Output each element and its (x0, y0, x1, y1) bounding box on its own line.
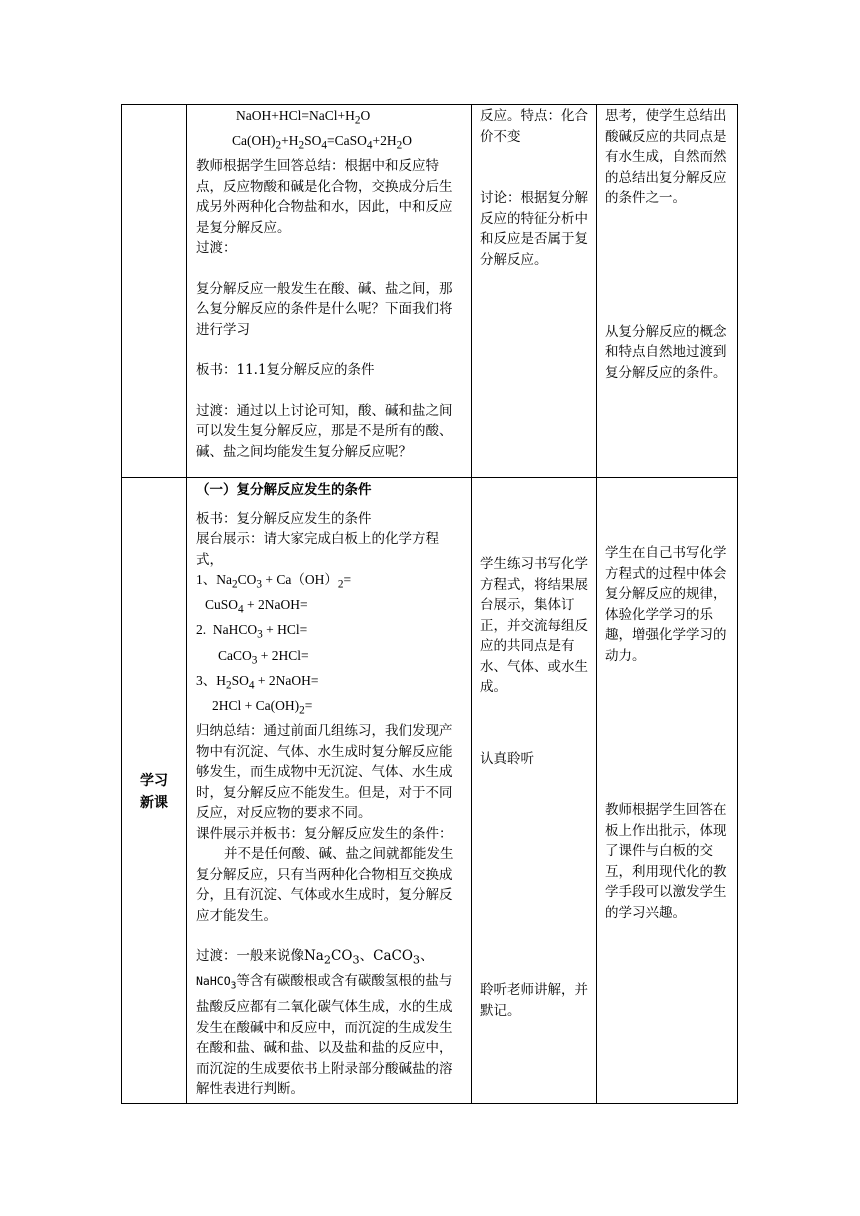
design-intent-2: 从复分解反应的概念和特点自然地过渡到复分解反应的条件。 (605, 323, 727, 381)
transition-question: 复分解反应一般发生在酸、碱、盐之间，那么复分解反应的条件是什么呢？下面我们将进行学习 (196, 280, 453, 338)
table-left-border (121, 104, 122, 1104)
teacher-summary: 教师根据学生回答总结：根据中和反应特点，反应物酸和碱是化合物，交换成分后生成另外两种化合物盐和水，因此，中和反应是复分解反应。 (196, 158, 453, 236)
transition-paragraph: 过渡：通过以上讨论可知，酸、碱和盐之间可以发生复分解反应，那是不是所有的酸、碱、盐之间均能发生复分解反应呢？ (196, 402, 453, 460)
row2-intent-cell (605, 480, 731, 923)
student-activity-discussion: 讨论：根据复分解反应的特征分析中和反应是否属于复分解反应。 (480, 190, 588, 268)
row-divider (121, 477, 738, 478)
student-activity-feature: 反应。特点：化合价不变 (480, 108, 588, 145)
row1-content-cell (196, 106, 464, 462)
equation-5: 3、$H_2SO_4$ + 2NaOH= (196, 672, 319, 692)
table-right-border (737, 104, 738, 1104)
table-top-border (121, 104, 738, 105)
board-note: 板书：复分解反应发生的条件 (196, 510, 372, 527)
equation-4: CaCO$_3$ + 2HCl= (218, 647, 309, 667)
equation-3: 2. NaHCO$_3$ + HCl= (196, 622, 308, 642)
row1-student-cell (480, 106, 590, 270)
stage-label-learning-new-lesson: 学习新课 (140, 773, 168, 811)
row2-content-cell (196, 480, 464, 1100)
design-intent-interaction: 教师根据学生回答在板上作出批示，体现了课件与白板的交互，利用现代化的教学手段可以激发学生的学习兴趣。 (605, 802, 727, 921)
equation-neutralization-2: $Ca(OH)_2+H_2SO_4=CaSO_4+2H_2O$ (232, 133, 413, 152)
table-bottom-border (121, 1103, 738, 1104)
equation-1: 1、$Na_2CO_3 + Ca(OH)_2=$ (196, 572, 352, 591)
design-intent-1: 思考，使学生总结出酸碱反应的共同点是有水生成，自然而然的总结出复分解反应的条件之一。 (605, 108, 727, 206)
induction-summary: 归纳总结：通过前面几组练习，我们发现产物中有沉淀、气体、水生成时复分解反应能够发生，而生成物中无沉淀、气体、水生成时，复分解反应不能发生。但是，对于不同反应，对反应物的要求不同。 (196, 723, 453, 822)
design-intent-practice: 学生在自己书写化学方程式的过程中体会复分解反应的规律，体验化学学习的乐趣，增强化学学习的动力。 (605, 545, 727, 664)
column-divider-2 (471, 104, 472, 1104)
transition-label: 过渡： (196, 240, 237, 257)
equation-neutralization-1: $NaOH+HCl=NaCl+H_2O$ (236, 108, 371, 127)
board-note-title: 板书：11.1复分解反应的条件 (196, 362, 375, 379)
column-divider-3 (596, 104, 597, 1104)
student-practice: 学生练习书写化学方程式，将结果展台展示，集体订正，并交流每组反应的共同点是有水、气体、或水生成。 (480, 556, 588, 695)
student-listen: 认真聆听 (480, 750, 534, 767)
row1-intent-cell (605, 106, 731, 383)
column-divider-1 (186, 104, 187, 1104)
condition-statement: 并不是任何酸、碱、盐之间就都能发生复分解反应，只有当两种化合物相互交换成分，且有沉淀、气体或水生成时，复分解反应才能发生。 (196, 846, 454, 924)
student-listen-memorize: 聆听老师讲解，并默记。 (480, 982, 588, 1019)
courseware-board-note: 课件展示并板书：复分解反应发生的条件： (196, 825, 453, 842)
row2-student-cell (480, 480, 590, 1021)
section-heading: （一）复分解反应发生的条件 (196, 482, 372, 498)
display-instruction: 展台展示：请大家完成白板上的化学方程式， (196, 531, 439, 568)
transition-carbonate: 过渡：一般来说像$Na_2CO_3$、CaCO$_3$、NaHCO$_3$等含有碳酸根或含有碳酸氢根的盐与盐酸反应都有二氧化碳气体生成，水的生成发生在酸碱中和反应中，而沉淀的生成发生在酸和盐、碱和盐、以及盐和盐的反应中，而沉淀的生成要依书上附录部分酸碱盐的溶解性表进行判断。 (196, 948, 453, 1098)
equation-2: CuSO$_4$ + 2NaOH= (205, 597, 308, 616)
equation-6: $2HCl + Ca(OH)_2=$ (212, 697, 313, 717)
